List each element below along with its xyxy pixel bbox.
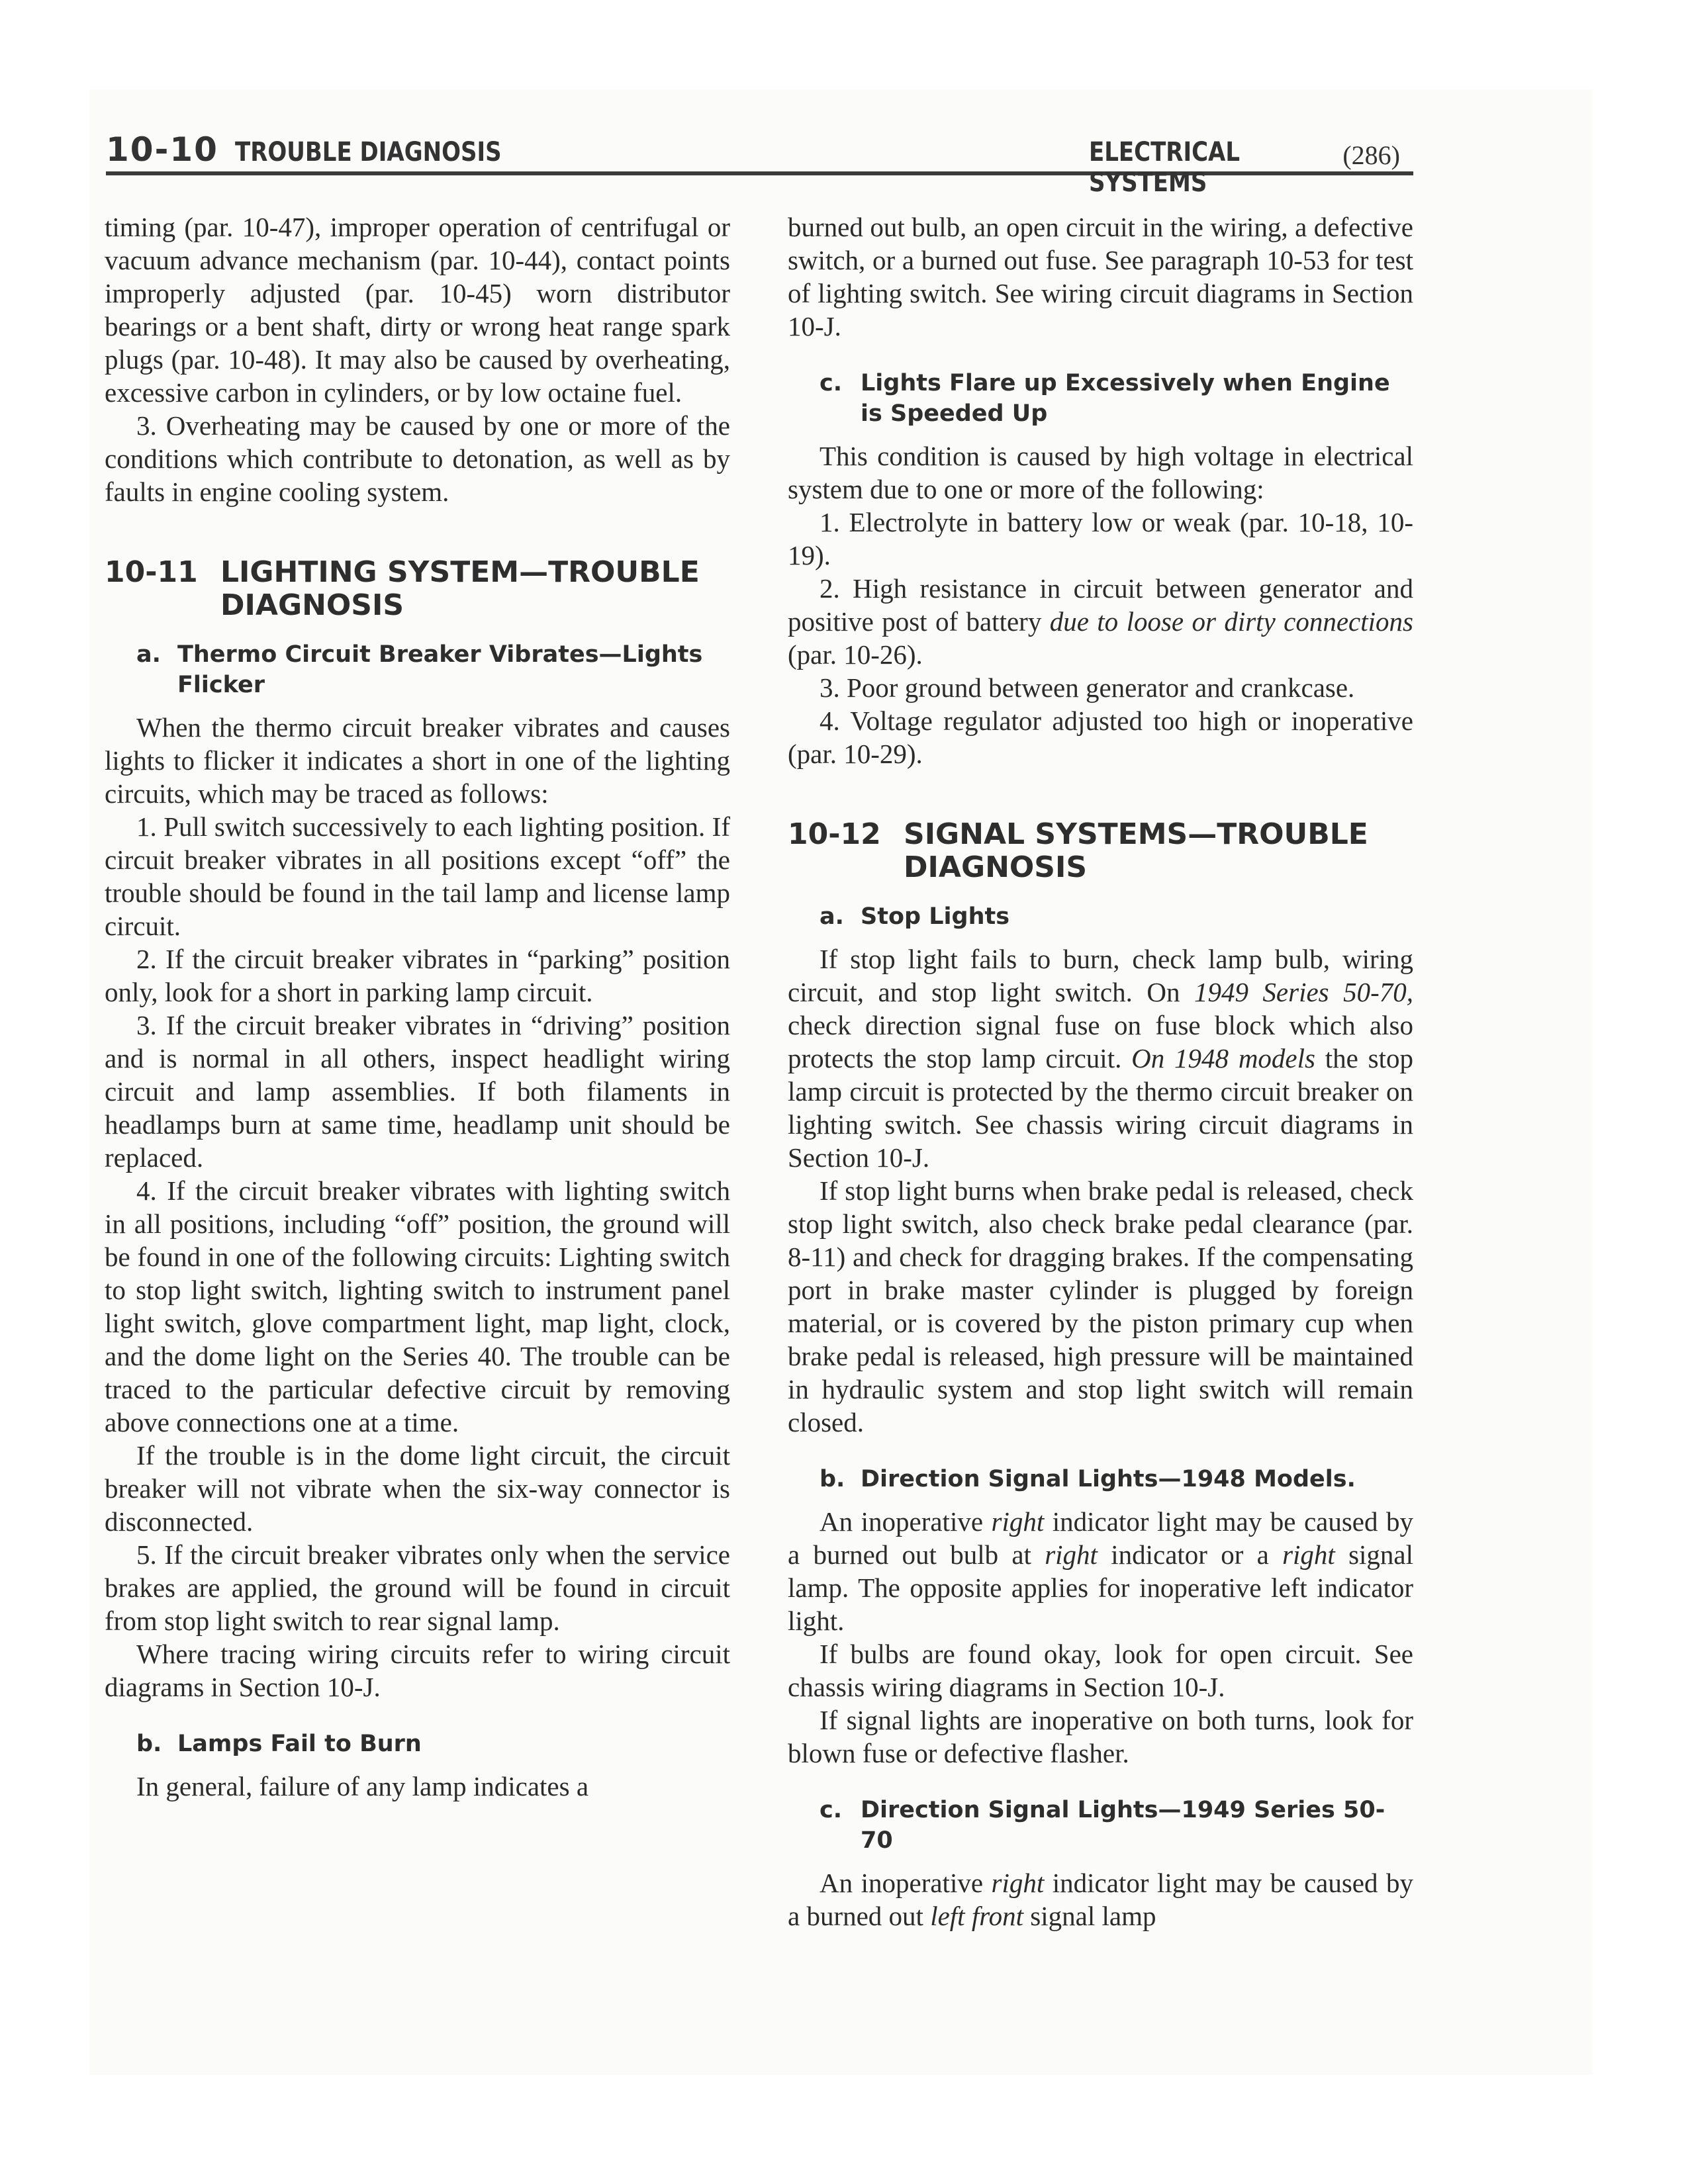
- list-item: 1. Electrolyte in battery low or weak (par. 10-18, 10-19).: [788, 507, 1413, 570]
- page-header: [106, 129, 1413, 198]
- subheading-letter: a.: [820, 903, 844, 930]
- continued-paragraph: burned out bulb, an open circuit in the wiring, a defective switch, or a burned out fuse. See paragraph 10-53 for test of lighting switch. See wiring circuit diagrams in Section 10-J.: [788, 212, 1413, 341]
- left-column: [105, 210, 730, 1803]
- list-item: 4. Voltage regulator adjusted too high or inoperative (par. 10-29).: [788, 705, 1413, 769]
- text-run: (par. 10-26).: [788, 639, 923, 670]
- subheading-letter: c.: [820, 1797, 843, 1823]
- subheading-direction-signal-1948: [788, 1464, 1413, 1494]
- paragraph: [788, 1866, 1413, 1933]
- text-run: An inoperative: [820, 1868, 992, 1898]
- text-run: signal lamp: [1023, 1901, 1156, 1931]
- subheading-letter: c.: [820, 370, 843, 396]
- subheading-title: Direction Signal Lights—1948 Models.: [861, 1466, 1356, 1492]
- italic-text-run: right: [1045, 1539, 1098, 1570]
- subheading-title: Stop Lights: [861, 903, 1010, 930]
- paragraph: If stop light burns when brake pedal is released, check stop light switch, also check brake pedal clearance (par. 8-11) and check for dragging brakes. If the compensating port in brake master cylinder is plugged by foreign material, or is covered by the piston primary cup when brake pedal is released, high pressure will be maintained in hydraulic system and stop light switch will remain closed.: [788, 1175, 1413, 1437]
- list-item: 3. Poor ground between generator and crankcase.: [820, 672, 1355, 703]
- subheading-lamps-fail-to-burn: [105, 1729, 730, 1759]
- subheading-stop-lights: [788, 901, 1413, 932]
- list-item: 2. If the circuit breaker vibrates in “parking” position only, look for a short in parking lamp circuit.: [105, 944, 730, 1007]
- paragraph: If the trouble is in the dome light circuit, the circuit breaker will not vibrate when the six-way connector is disconnected.: [105, 1440, 730, 1537]
- paragraph: In general, failure of any lamp indicates a: [136, 1771, 589, 1801]
- paragraph: [788, 942, 1413, 1174]
- text-run: An inoperative: [820, 1506, 992, 1537]
- section-title: SIGNAL SYSTEMS—TROUBLE DIAGNOSIS: [904, 817, 1368, 884]
- subheading-title: Thermo Circuit Breaker Vibrates—Lights Flicker: [177, 641, 703, 698]
- paragraph: If signal lights are inoperative on both turns, look for blown fuse or defective flasher.: [788, 1705, 1413, 1768]
- section-number: 10-12: [788, 817, 881, 851]
- continued-paragraph: timing (par. 10-47), improper operation of centrifugal or vacuum advance mechanism (par. 10-44), contact points improperly adjusted (par. 10-45) worn distributor bearings or a bent shaft, dirty or wrong heat range spark plugs (par. 10-48). It may also be caused by overheating, excessive carbon in cylinders, or by low octaine fuel.: [105, 212, 730, 408]
- section-heading-10-11: [105, 556, 730, 622]
- text-run: check direction signal fuse on fuse block which also protects the stop lamp circuit.: [788, 1010, 1413, 1073]
- section-title: LIGHTING SYSTEM—TROUBLE DIAGNOSIS: [220, 555, 700, 622]
- italic-text-run: due to loose or dirty connections: [1049, 606, 1413, 637]
- header-section-number: 10-10: [106, 130, 218, 169]
- list-item: 5. If the circuit breaker vibrates only when the service brakes are applied, the ground will be found in circuit from stop light switch to rear signal lamp.: [105, 1539, 730, 1636]
- section-number: 10-11: [105, 555, 198, 589]
- section-heading-10-12: [788, 818, 1413, 884]
- subheading-thermo-circuit-breaker: [105, 639, 730, 700]
- text-run: signal lamp. The opposite applies for inoperative left indicator light.: [788, 1539, 1414, 1636]
- list-item: [788, 572, 1413, 671]
- list-item: 1. Pull switch successively to each lighting position. If circuit breaker vibrates in all positions except “off” the trouble should be found in the tail lamp and license lamp circuit.: [105, 811, 730, 941]
- subheading-letter: b.: [820, 1466, 845, 1492]
- right-column: [788, 210, 1413, 1933]
- subheading-title: Lamps Fail to Burn: [177, 1731, 422, 1757]
- subheading-letter: b.: [136, 1731, 162, 1757]
- paragraph: When the thermo circuit breaker vibrates and causes lights to flicker it indicates a short in one of the lighting circuits, which may be traced as follows:: [105, 712, 730, 809]
- list-item: 3. Overheating may be caused by one or more of the conditions which contribute to detonation, as well as by faults in engine cooling system.: [105, 410, 730, 507]
- list-item: 4. If the circuit breaker vibrates with lighting switch in all positions, including “off” position, the ground will be found in one of the following circuits: Lighting switch to stop light switch, lighting switch to instrument panel light switch, glove compartment light, map light, clock, and the dome light on the Series 40. The trouble can be traced to the particular defective circuit by removing above connections one at a time.: [105, 1175, 730, 1437]
- text-run: indicator light may be caused by a burned out: [788, 1868, 1414, 1931]
- italic-text-run: right: [991, 1868, 1045, 1898]
- subheading-title: Lights Flare up Excessively when Engine is Speeded Up: [861, 370, 1390, 427]
- subheading-lights-flare-up: [788, 368, 1413, 429]
- italic-text-run: right: [1282, 1539, 1335, 1570]
- paragraph: This condition is caused by high voltage in electrical system due to one or more of the following:: [788, 441, 1413, 504]
- italic-text-run: left front: [930, 1901, 1024, 1931]
- text-run: 2. High resistance in circuit between generator and positive post of battery: [788, 573, 1413, 637]
- subheading-title: Direction Signal Lights—1949 Series 50-70: [861, 1797, 1385, 1854]
- subheading-direction-signal-1949: [788, 1795, 1413, 1856]
- paragraph: If bulbs are found okay, look for open circuit. See chassis wiring diagrams in Section 10-J.: [788, 1639, 1413, 1702]
- page-number: (286): [1342, 140, 1400, 170]
- paragraph: [788, 1505, 1413, 1637]
- header-right-title: ELECTRICAL SYSTEMS: [1089, 137, 1241, 198]
- text-run: indicator light may be caused by a burned out bulb at: [788, 1506, 1414, 1570]
- text-run: If stop light fails to burn, check lamp bulb, wiring circuit, and stop light switch. On: [788, 944, 1413, 1007]
- paragraph: Where tracing wiring circuits refer to wiring circuit diagrams in Section 10-J.: [105, 1639, 730, 1702]
- subheading-letter: a.: [136, 641, 161, 668]
- text-run: the stop lamp circuit is protected by the thermo circuit breaker on lighting switch. See chassis wiring circuit diagrams in Section 10-J.: [788, 1043, 1413, 1173]
- header-left-title: TROUBLE DIAGNOSIS: [235, 137, 502, 167]
- italic-text-run: 1949 Series 50-70,: [1194, 977, 1414, 1007]
- list-item: 3. If the circuit breaker vibrates in “driving” position and is normal in all others, inspect headlight wiring circuit and lamp assemblies. If both filaments in headlamps burn at same time, headlamp unit should be replaced.: [105, 1010, 730, 1173]
- italic-text-run: right: [991, 1506, 1045, 1537]
- text-run: indicator or a: [1097, 1539, 1283, 1570]
- italic-text-run: On 1948 models: [1131, 1043, 1315, 1073]
